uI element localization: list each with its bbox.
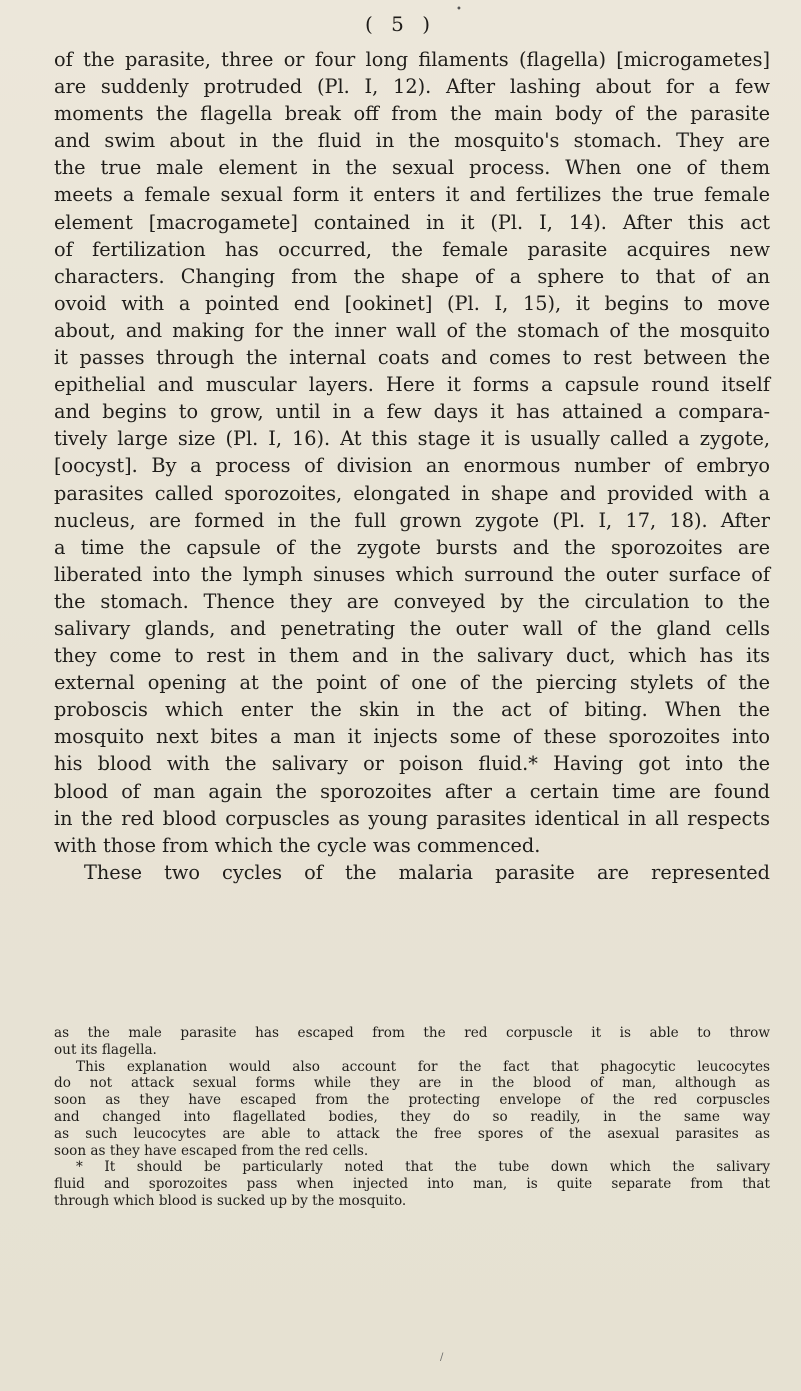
body-line: his blood with the salivary or poison fluid.* Having got into the — [54, 752, 770, 776]
body-line: characters. Changing from the shape of a sphere to that of an — [54, 264, 770, 288]
footnote-line: fluid and sporozoites pass when injected into man, is quite separate from that — [54, 1176, 770, 1193]
body-line: proboscis which enter the skin in the act of biting. When the — [54, 698, 770, 722]
body-line: ovoid with a pointed end [ookinet] (Pl. I, 15), it begins to move — [54, 291, 770, 315]
body-line: and begins to grow, until in a few days it has attained a compara- — [54, 400, 770, 424]
stray-ink-mark: • — [456, 4, 462, 15]
body-line: moments the flagella break off from the main body of the parasite — [54, 102, 770, 126]
body-line: they come to rest in them and in the salivary duct, which has its — [54, 644, 770, 668]
footnote-line: * It should be particularly noted that the tube down which the salivary — [76, 1159, 770, 1176]
body-line: it passes through the internal coats and comes to rest between the — [54, 346, 770, 370]
body-line: epithelial and muscular layers. Here it forms a capsule round itself — [54, 373, 770, 397]
body-line: element [macrogamete] contained in it (Pl. I, 14). After this act — [54, 210, 770, 234]
footnote-line: do not attack sexual forms while they are in the blood of man, although as — [54, 1075, 770, 1092]
footnote-line: and changed into flagellated bodies, they do so readily, in the same way — [54, 1108, 770, 1125]
body-line: nucleus, are formed in the full grown zygote (Pl. I, 17, 18). After — [54, 508, 770, 532]
footnote-line: through which blood is sucked up by the mosquito. — [54, 1192, 407, 1209]
body-line: the stomach. Thence they are conveyed by the circulation to the — [54, 589, 770, 613]
body-line: parasites called sporozoites, elongated in shape and provided with a — [54, 481, 770, 505]
body-line: These two cycles of the malaria parasite are represented — [84, 860, 770, 884]
footnote-line: This explanation would also account for the fact that phagocytic leucocytes — [76, 1058, 770, 1075]
body-line: of fertilization has occurred, the female parasite acquires new — [54, 237, 770, 261]
body-line: external opening at the point of one of the piercing stylets of the — [54, 671, 770, 695]
body-line: mosquito next bites a man it injects some of these sporozoites into — [54, 725, 770, 749]
page-number: ( 5 ) — [364, 12, 437, 36]
body-line: salivary glands, and penetrating the outer wall of the gland cells — [54, 616, 770, 640]
footnote-line: as such leucocytes are able to attack the free spores of the asexual parasites as — [54, 1125, 770, 1142]
body-line: are suddenly protruded (Pl. I, 12). After lashing about for a few — [54, 75, 770, 99]
body-line: about, and making for the inner wall of the stomach of the mosquito — [54, 318, 770, 342]
footnote-line: soon as they have escaped from the protecting envelope of the red corpuscles — [54, 1092, 770, 1109]
body-line: meets a female sexual form it enters it and fertilizes the true female — [54, 183, 770, 207]
body-line: liberated into the lymph sinuses which surround the outer surface of — [54, 562, 770, 586]
footnote-line: out its flagella. — [54, 1041, 157, 1058]
body-line: in the red blood corpuscles as young parasites identical in all respects — [54, 806, 770, 830]
body-line: a time the capsule of the zygote bursts and the sporozoites are — [54, 535, 770, 559]
body-line: tively large size (Pl. I, 16). At this stage it is usually called a zygote, — [54, 427, 770, 451]
body-line: blood of man again the sporozoites after a certain time are found — [54, 779, 770, 803]
body-line: and swim about in the fluid in the mosquito's stomach. They are — [54, 129, 770, 153]
body-text — [54, 46, 770, 886]
body-line: with those from which the cycle was commenced. — [54, 833, 541, 857]
stray-ink-mark: / — [440, 1352, 444, 1363]
footnote-line: as the male parasite has escaped from the red corpuscle it is able to throw — [54, 1025, 770, 1041]
body-line: of the parasite, three or four long filaments (flagella) [microgametes] — [54, 48, 770, 71]
body-line: [oocyst]. By a process of division an enormous number of embryo — [54, 454, 770, 478]
body-line: the true male element in the sexual process. When one of them — [54, 156, 770, 180]
footnotes — [54, 1025, 770, 1210]
footnote-line: soon as they have escaped from the red cells. — [54, 1142, 369, 1159]
